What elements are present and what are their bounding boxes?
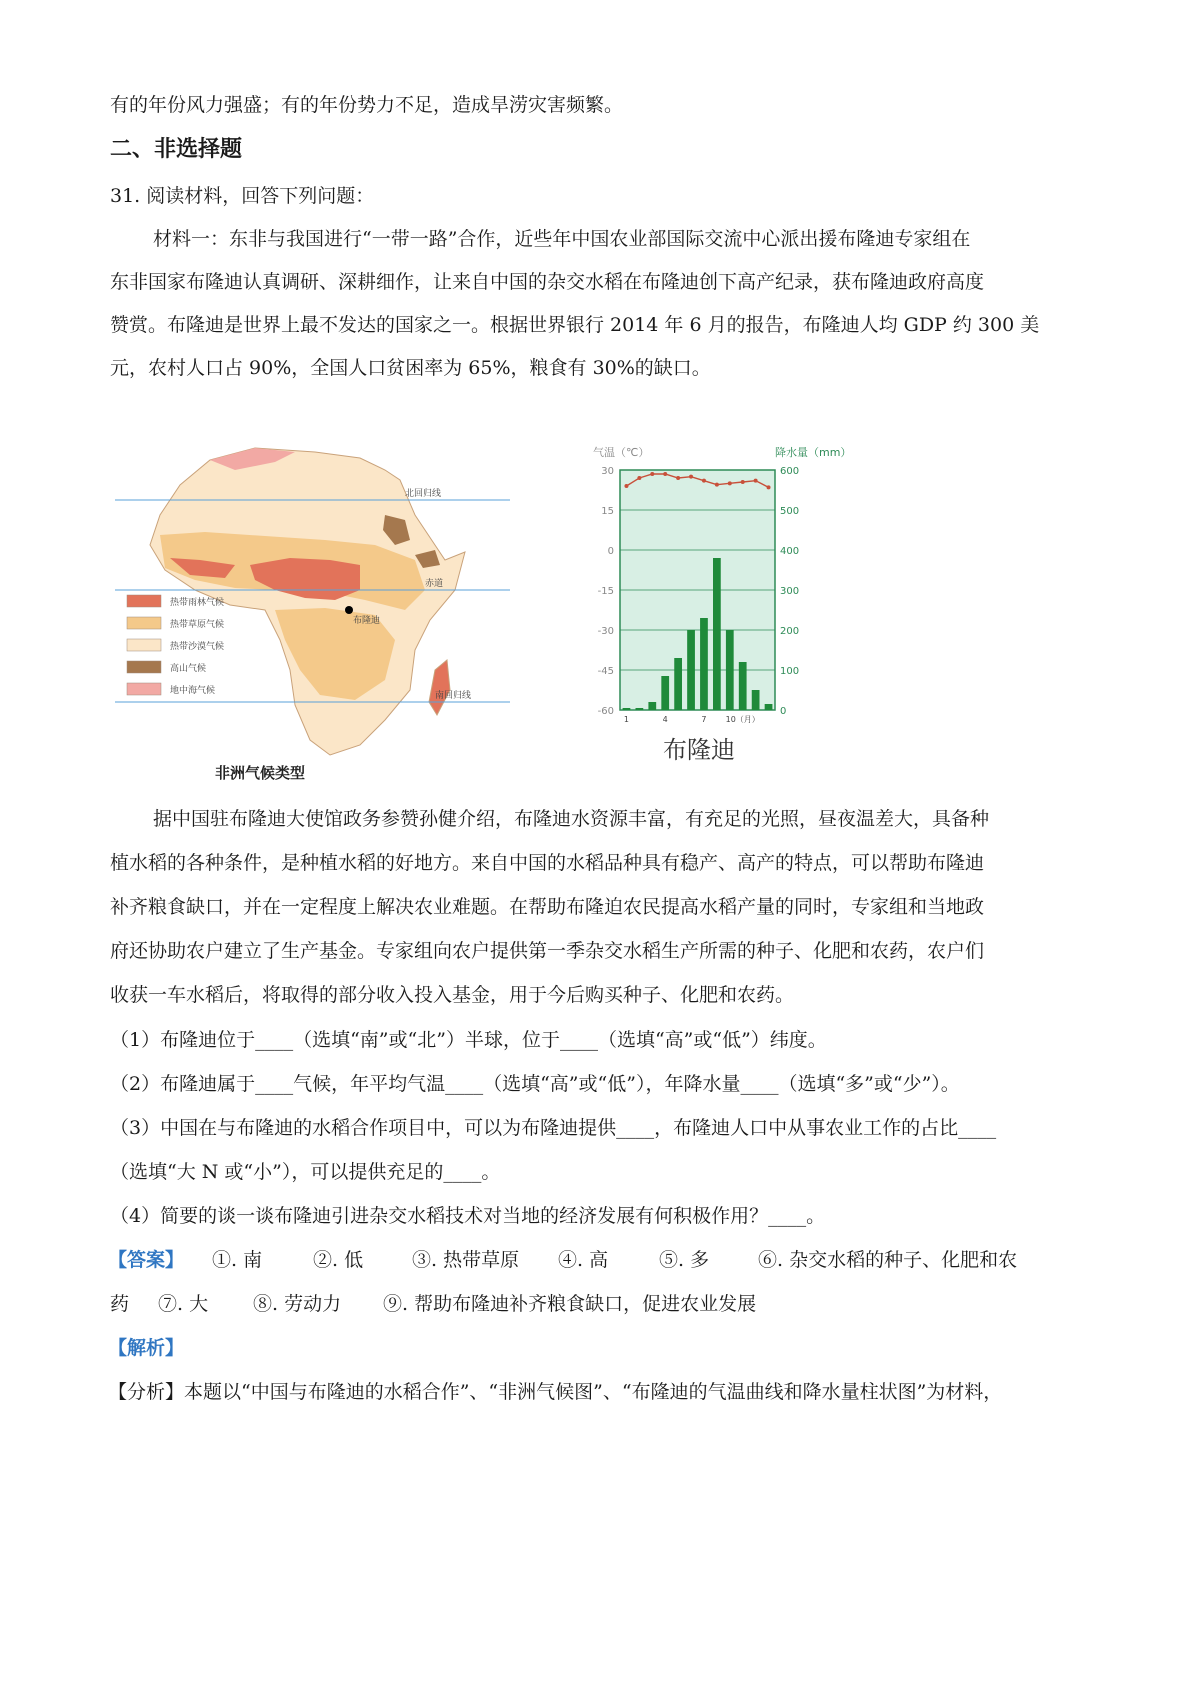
question-3: （3）中国在与布隆迪的水稻合作项目中，可以为布隆迪提供____，布隆迪人口中从事农业工作的占比____ — [110, 1117, 997, 1139]
temp-point — [702, 479, 706, 483]
answer-item: ⑧. 劳动力 — [253, 1293, 342, 1315]
y-right-tick: 300 — [780, 586, 800, 597]
y-left-tick: -15 — [597, 586, 614, 597]
temp-point — [650, 472, 654, 476]
x-tick: 7 — [701, 715, 707, 724]
precip-bar — [752, 690, 760, 710]
temp-point — [754, 479, 758, 483]
answer-item: ④. 高 — [558, 1249, 609, 1271]
y-left-tick: -30 — [597, 626, 614, 637]
question-4: （4）简要的谈一谈布隆迪引进杂交水稻技术对当地的经济发展有何积极作用？____。 — [110, 1205, 826, 1227]
answer-tag: 【答案】 — [108, 1249, 185, 1271]
y-right-tick: 200 — [780, 626, 800, 637]
paragraph-line: 植水稻的各种条件，是种植水稻的好地方。来自中国的水稻品种具有稳产、高产的特点，可以帮助布隆迪 — [110, 852, 985, 874]
temp-point — [676, 476, 680, 480]
legend-swatch — [127, 595, 161, 607]
legend-swatch — [127, 617, 161, 629]
legend-label: 高山气候 — [170, 664, 207, 674]
precip-bar — [636, 708, 644, 710]
answer-item: ⑨. 帮助布隆迪补齐粮食缺口，促进农业发展 — [383, 1293, 757, 1315]
x-tick: 1 — [623, 715, 630, 724]
left-axis — [598, 466, 614, 717]
legend-swatch — [127, 661, 161, 673]
y-left-tick: 0 — [607, 546, 614, 557]
precip-bar — [661, 676, 669, 710]
question-31: 31. 阅读材料，回答下列问题： — [110, 185, 375, 207]
precip-bar — [726, 630, 734, 710]
y-left-tick: 30 — [601, 466, 614, 477]
temp-point — [715, 483, 719, 487]
precip-bar — [700, 618, 708, 710]
precip-bar — [687, 630, 695, 710]
paragraph-line: 据中国驻布隆迪大使馆政务参赞孙健介绍，布隆迪水资源丰富，有充足的光照，昼夜温差大，具备种 — [153, 808, 990, 830]
precip-bar — [739, 662, 747, 710]
answer-item: ①. 南 — [212, 1249, 263, 1271]
legend-swatch — [127, 639, 161, 651]
y-left-tick: 15 — [601, 506, 614, 517]
answer-item: ⑥. 杂交水稻的种子、化肥和农 — [758, 1249, 1018, 1271]
text-line: 有的年份风力强盛；有的年份势力不足，造成旱涝灾害频繁。 — [110, 94, 624, 116]
answer-item: ③. 热带草原 — [412, 1249, 520, 1271]
temp-point — [741, 480, 745, 484]
chart-title: 布隆迪 — [663, 736, 735, 764]
paragraph-line: 收获一车水稻后，将取得的部分收入投入基金，用于今后购买种子、化肥和农药。 — [110, 984, 795, 1006]
temp-point — [689, 475, 693, 479]
legend-label: 地中海气候 — [170, 686, 216, 696]
question-2: （2）布隆迪属于____气候，年平均气温____（选填“高”或“低”），年降水量____（选填“多”或“少”）。 — [110, 1073, 960, 1095]
temp-point — [728, 481, 732, 485]
precip-bar — [674, 658, 682, 710]
answer-item: ⑦. 大 — [158, 1293, 209, 1315]
question-1: （1）布隆迪位于____（选填“南”或“北”）半球，位于____（选填“高”或“低”）纬度。 — [110, 1029, 827, 1051]
x-tick: 4 — [662, 715, 668, 724]
answer-item: ⑤. 多 — [659, 1249, 710, 1271]
temp-point — [624, 484, 628, 488]
precip-bar — [648, 702, 656, 710]
answer-item: ②. 低 — [313, 1249, 364, 1271]
y-left-label: 气温（℃） — [593, 446, 650, 459]
legend-label: 热带雨林气候 — [170, 598, 225, 608]
x-axis — [624, 715, 760, 724]
right-axis — [780, 466, 799, 717]
y-right-tick: 600 — [780, 466, 800, 477]
material-line: 赞赏。布隆迪是世界上最不发达的国家之一。根据世界银行 2014 年 6 月的报告，布隆迪人均 GDP 约 300 美 — [110, 314, 1040, 336]
precip-bar — [713, 558, 721, 710]
y-right-label: 降水量（mm） — [775, 446, 852, 459]
burundi-climate-chart — [585, 440, 885, 770]
analysis-text: 【分析】本题以“中国与布隆迪的水稻合作”、“非洲气候图”、“布隆迪的气温曲线和降水量柱状图”为材料， — [108, 1381, 1003, 1403]
analysis-tag: 【解析】 — [108, 1337, 185, 1359]
latitude-label: 南回归线 — [435, 691, 472, 701]
map-legend — [127, 595, 224, 696]
temp-point — [663, 472, 667, 476]
y-left-tick: -60 — [597, 706, 614, 717]
africa-climate-map — [115, 440, 510, 790]
material-line: 东非国家布隆迪认真调研、深耕细作，让来自中国的杂交水稻在布隆迪创下高产纪录，获布隆迪政府高度 — [110, 271, 985, 293]
city-label: 布隆迪 — [353, 616, 381, 626]
precip-bar — [623, 708, 631, 710]
y-right-tick: 100 — [780, 666, 800, 677]
paragraph-line: 府还协助农户建立了生产基金。专家组向农户提供第一季杂交水稻生产所需的种子、化肥和农药，农户们 — [110, 940, 985, 962]
question-3-cont: （选填“大 N 或“小”），可以提供充足的____。 — [110, 1161, 501, 1183]
temp-point — [637, 476, 641, 480]
map-title: 非洲气候类型 — [215, 764, 306, 782]
x-tick: 10（月） — [725, 715, 760, 724]
legend-label: 热带草原气候 — [170, 620, 225, 630]
precip-bar — [765, 704, 773, 710]
y-right-tick: 500 — [780, 506, 800, 517]
y-left-tick: -45 — [597, 666, 614, 677]
latitude-label: 赤道 — [425, 579, 444, 589]
legend-label: 热带沙漠气候 — [170, 642, 225, 652]
paragraph-line: 补齐粮食缺口，并在一定程度上解决农业难题。在帮助布隆迫农民提高水稻产量的同时，专家组和当地政 — [110, 896, 985, 918]
legend-swatch — [127, 683, 161, 695]
temp-point — [767, 485, 771, 489]
section-heading: 二、非选择题 — [110, 137, 243, 162]
material-line: 元，农村人口占 90%，全国人口贫困率为 65%，粮食有 30%的缺口。 — [110, 357, 711, 379]
y-right-tick: 400 — [780, 546, 800, 557]
answer-item: 药 — [110, 1293, 130, 1315]
material-line: 材料一：东非与我国进行“一带一路”合作，近些年中国农业部国际交流中心派出援布隆迪专家组在 — [153, 228, 971, 250]
y-right-tick: 0 — [780, 706, 787, 717]
latitude-label: 北回归线 — [405, 489, 442, 499]
burundi-marker — [345, 606, 353, 614]
